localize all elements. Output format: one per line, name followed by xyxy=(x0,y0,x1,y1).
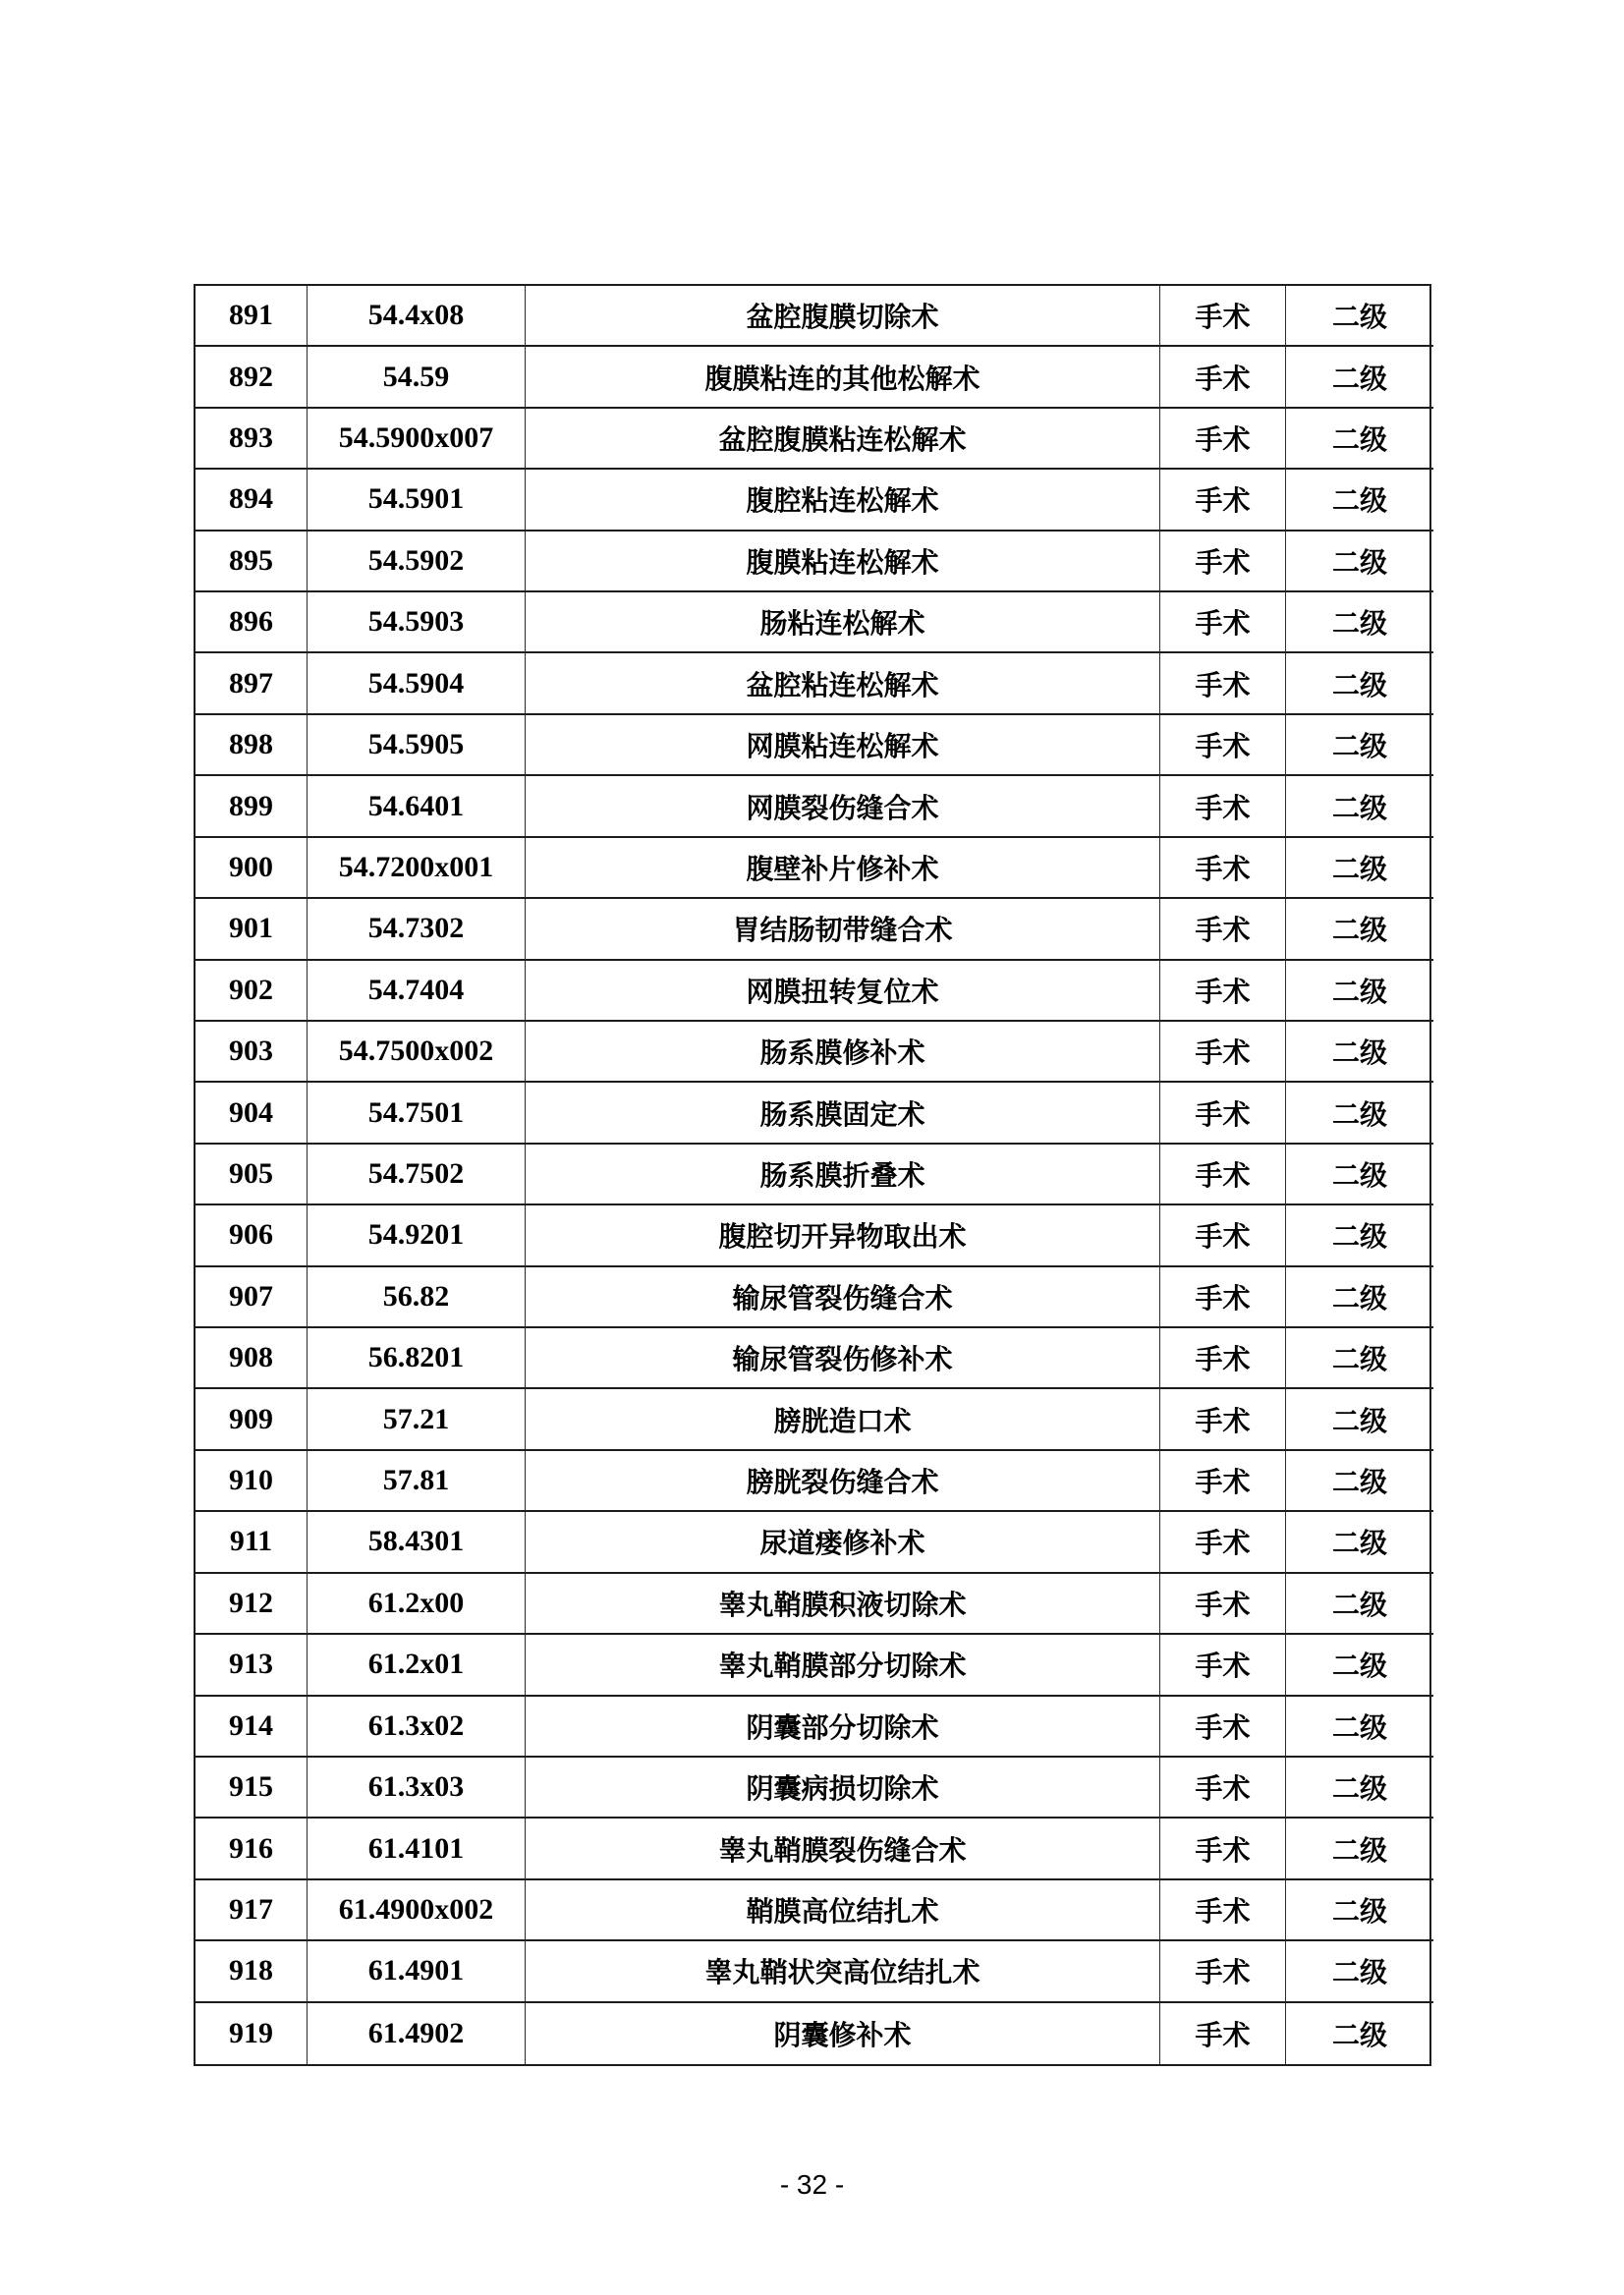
row-name-cell: 肠粘连松解术 xyxy=(526,592,1160,653)
row-level-cell: 二级 xyxy=(1286,1083,1433,1144)
row-code-cell: 54.7500x002 xyxy=(308,1022,526,1083)
row-code-cell: 61.3x02 xyxy=(308,1697,526,1758)
row-level-cell: 二级 xyxy=(1286,1389,1433,1450)
row-name-cell: 网膜扭转复位术 xyxy=(526,961,1160,1022)
row-code-cell: 61.4902 xyxy=(308,2003,526,2064)
row-seq-cell: 906 xyxy=(196,1205,308,1266)
row-name-cell: 睾丸鞘膜部分切除术 xyxy=(526,1635,1160,1696)
row-name-cell: 膀胱造口术 xyxy=(526,1389,1160,1450)
row-level-cell: 二级 xyxy=(1286,1880,1433,1941)
row-category-cell: 手术 xyxy=(1160,1328,1286,1389)
row-seq-cell: 916 xyxy=(196,1819,308,1879)
row-level-cell: 二级 xyxy=(1331,2019,1387,2050)
row-seq-cell: 912 xyxy=(196,1574,308,1635)
row-name-cell: 盆腔粘连松解术 xyxy=(526,653,1160,714)
row-level-cell: 二级 xyxy=(1286,1205,1433,1266)
row-seq-cell: 892 xyxy=(196,347,308,408)
row-level-cell: 二级 xyxy=(1286,1328,1433,1389)
row-code-cell: 54.7502 xyxy=(308,1145,526,1205)
row-category-cell: 手术 xyxy=(1160,2003,1286,2064)
row-name-cell: 腹腔粘连松解术 xyxy=(526,470,1160,531)
row-seq-cell: 905 xyxy=(196,1145,308,1205)
row-name-cell: 网膜裂伤缝合术 xyxy=(526,776,1160,837)
row-seq-cell: 897 xyxy=(196,653,308,714)
page-number: - 32 - xyxy=(779,2169,845,2200)
row-seq-cell: 901 xyxy=(196,899,308,960)
row-code-cell: 56.8201 xyxy=(308,1328,526,1389)
row-level-cell: 二级 xyxy=(1286,653,1433,714)
row-name-cell: 尿道瘘修补术 xyxy=(526,1512,1160,1573)
row-level-cell: 二级 xyxy=(1286,1022,1433,1083)
row-category-cell: 手术 xyxy=(1160,592,1286,653)
row-level-cell: 二级 xyxy=(1286,1697,1433,1758)
row-seq-cell: 896 xyxy=(196,592,308,653)
row-name-cell: 输尿管裂伤缝合术 xyxy=(526,1267,1160,1328)
row-name-cell: 肠系膜修补术 xyxy=(526,1022,1160,1083)
row-name-cell: 网膜粘连松解术 xyxy=(526,715,1160,776)
row-category-cell: 手术 xyxy=(1160,715,1286,776)
row-name-cell: 睾丸鞘膜积液切除术 xyxy=(526,1574,1160,1635)
row-seq-cell: 909 xyxy=(196,1389,308,1450)
row-category-cell: 手术 xyxy=(1160,409,1286,470)
row-level-cell: 二级 xyxy=(1286,1819,1433,1879)
row-category-cell: 手术 xyxy=(1160,470,1286,531)
row-name-cell: 睾丸鞘状突高位结扎术 xyxy=(526,1941,1160,2002)
row-code-cell: 54.6401 xyxy=(308,776,526,837)
row-name-cell: 腹膜粘连松解术 xyxy=(526,532,1160,592)
row-category-cell: 手术 xyxy=(1160,1145,1286,1205)
row-seq-cell: 900 xyxy=(196,838,308,899)
row-name-cell: 阴囊修补术 xyxy=(526,2003,1160,2064)
row-code-cell: 61.3x03 xyxy=(308,1758,526,1819)
row-category-cell: 手术 xyxy=(1160,1022,1286,1083)
row-name-cell: 盆腔腹膜切除术 xyxy=(526,286,1160,347)
row-seq-cell: 907 xyxy=(196,1267,308,1328)
row-level-cell: 二级 xyxy=(1286,1574,1433,1635)
row-seq-cell: 894 xyxy=(196,470,308,531)
row-code-cell: 54.5900x007 xyxy=(308,409,526,470)
row-level-cell: 二级 xyxy=(1286,1635,1433,1696)
row-code-cell: 54.4x08 xyxy=(308,286,526,347)
row-level-cell: 二级 xyxy=(1286,1145,1433,1205)
row-level-cell: 二级 xyxy=(1286,1267,1433,1328)
row-seq-cell: 902 xyxy=(196,961,308,1022)
row-code-cell: 56.82 xyxy=(308,1267,526,1328)
row-name-cell: 阴囊病损切除术 xyxy=(526,1758,1160,1819)
row-code-cell: 57.81 xyxy=(308,1451,526,1512)
row-category-cell: 手术 xyxy=(1160,1389,1286,1450)
row-code-cell: 54.5905 xyxy=(308,715,526,776)
row-category-cell: 手术 xyxy=(1160,1758,1286,1819)
row-seq-cell: 913 xyxy=(196,1635,308,1696)
row-category-cell: 手术 xyxy=(1160,532,1286,592)
row-code-cell: 54.5902 xyxy=(308,532,526,592)
row-level-cell: 二级 xyxy=(1286,715,1433,776)
row-code-cell: 54.59 xyxy=(308,347,526,408)
row-name-cell: 鞘膜高位结扎术 xyxy=(526,1880,1160,1941)
procedure-table xyxy=(194,284,1431,2066)
row-seq-cell: 891 xyxy=(196,286,308,347)
row-name-cell: 腹壁补片修补术 xyxy=(526,838,1160,899)
row-code-cell: 61.4901 xyxy=(308,1941,526,2002)
row-level-cell: 二级 xyxy=(1286,286,1433,347)
row-code-cell: 54.5901 xyxy=(308,470,526,531)
row-code-cell: 61.4900x002 xyxy=(308,1880,526,1941)
row-level-cell: 二级 xyxy=(1286,1941,1433,2002)
row-category-cell: 手术 xyxy=(1160,1574,1286,1635)
row-category-cell: 手术 xyxy=(1160,1880,1286,1941)
row-level-cell: 二级 xyxy=(1286,1758,1433,1819)
row-code-cell: 54.7200x001 xyxy=(308,838,526,899)
row-name-cell: 腹腔切开异物取出术 xyxy=(526,1205,1160,1266)
row-category-cell: 手术 xyxy=(1160,1819,1286,1879)
row-code-cell: 61.2x01 xyxy=(308,1635,526,1696)
row-name-cell: 阴囊部分切除术 xyxy=(526,1697,1160,1758)
row-category-cell: 手术 xyxy=(1160,776,1286,837)
row-seq-cell: 917 xyxy=(196,1880,308,1941)
row-category-cell: 手术 xyxy=(1160,1267,1286,1328)
row-seq-cell: 919 xyxy=(196,2003,308,2064)
row-seq-cell: 904 xyxy=(196,1083,308,1144)
row-seq-cell: 893 xyxy=(196,409,308,470)
row-seq-cell: 903 xyxy=(196,1022,308,1083)
row-level-cell: 二级 xyxy=(1286,470,1433,531)
row-category-cell: 手术 xyxy=(1160,1941,1286,2002)
row-code-cell: 61.4101 xyxy=(308,1819,526,1879)
row-code-cell: 54.7404 xyxy=(308,961,526,1022)
row-name-cell: 腹膜粘连的其他松解术 xyxy=(526,347,1160,408)
row-category-cell: 手术 xyxy=(1160,1697,1286,1758)
row-category-cell: 手术 xyxy=(1160,347,1286,408)
row-code-cell: 54.7501 xyxy=(308,1083,526,1144)
row-code-cell: 54.5903 xyxy=(308,592,526,653)
row-code-cell: 57.21 xyxy=(308,1389,526,1450)
row-seq-cell: 915 xyxy=(196,1758,308,1819)
row-code-cell: 54.7302 xyxy=(308,899,526,960)
row-code-cell: 54.5904 xyxy=(308,653,526,714)
row-level-cell: 二级 xyxy=(1286,1451,1433,1512)
row-level-cell: 二级 xyxy=(1286,409,1433,470)
row-level-cell: 二级 xyxy=(1286,838,1433,899)
row-seq-cell: 914 xyxy=(196,1697,308,1758)
row-seq-cell: 908 xyxy=(196,1328,308,1389)
row-category-cell: 手术 xyxy=(1160,286,1286,347)
row-category-cell: 手术 xyxy=(1160,1512,1286,1573)
row-level-cell: 二级 xyxy=(1286,532,1433,592)
row-category-cell: 手术 xyxy=(1160,653,1286,714)
row-seq-cell: 918 xyxy=(196,1941,308,2002)
row-seq-cell: 898 xyxy=(196,715,308,776)
row-name-cell: 肠系膜折叠术 xyxy=(526,1145,1160,1205)
row-level-cell: 二级 xyxy=(1286,1512,1433,1573)
row-level-cell: 二级 xyxy=(1286,347,1433,408)
row-category-cell: 手术 xyxy=(1160,838,1286,899)
row-category-cell: 手术 xyxy=(1160,899,1286,960)
row-name-cell: 胃结肠韧带缝合术 xyxy=(526,899,1160,960)
row-seq-cell: 895 xyxy=(196,532,308,592)
row-seq-cell: 911 xyxy=(196,1512,308,1573)
row-category-cell: 手术 xyxy=(1160,961,1286,1022)
row-name-cell: 盆腔腹膜粘连松解术 xyxy=(526,409,1160,470)
row-level-cell: 二级 xyxy=(1286,961,1433,1022)
row-name-cell: 膀胱裂伤缝合术 xyxy=(526,1451,1160,1512)
row-level-cell: 二级 xyxy=(1286,592,1433,653)
row-seq-cell: 899 xyxy=(196,776,308,837)
row-name-cell: 肠系膜固定术 xyxy=(526,1083,1160,1144)
row-code-cell: 58.4301 xyxy=(308,1512,526,1573)
row-category-cell: 手术 xyxy=(1160,1083,1286,1144)
row-code-cell: 54.9201 xyxy=(308,1205,526,1266)
row-name-cell: 睾丸鞘膜裂伤缝合术 xyxy=(526,1819,1160,1879)
row-seq-cell: 910 xyxy=(196,1451,308,1512)
row-category-cell: 手术 xyxy=(1160,1451,1286,1512)
row-level-cell: 二级 xyxy=(1286,776,1433,837)
row-level-cell: 二级 xyxy=(1286,899,1433,960)
row-category-cell: 手术 xyxy=(1160,1635,1286,1696)
row-category-cell: 手术 xyxy=(1160,1205,1286,1266)
row-name-cell: 输尿管裂伤修补术 xyxy=(526,1328,1160,1389)
row-code-cell: 61.2x00 xyxy=(308,1574,526,1635)
